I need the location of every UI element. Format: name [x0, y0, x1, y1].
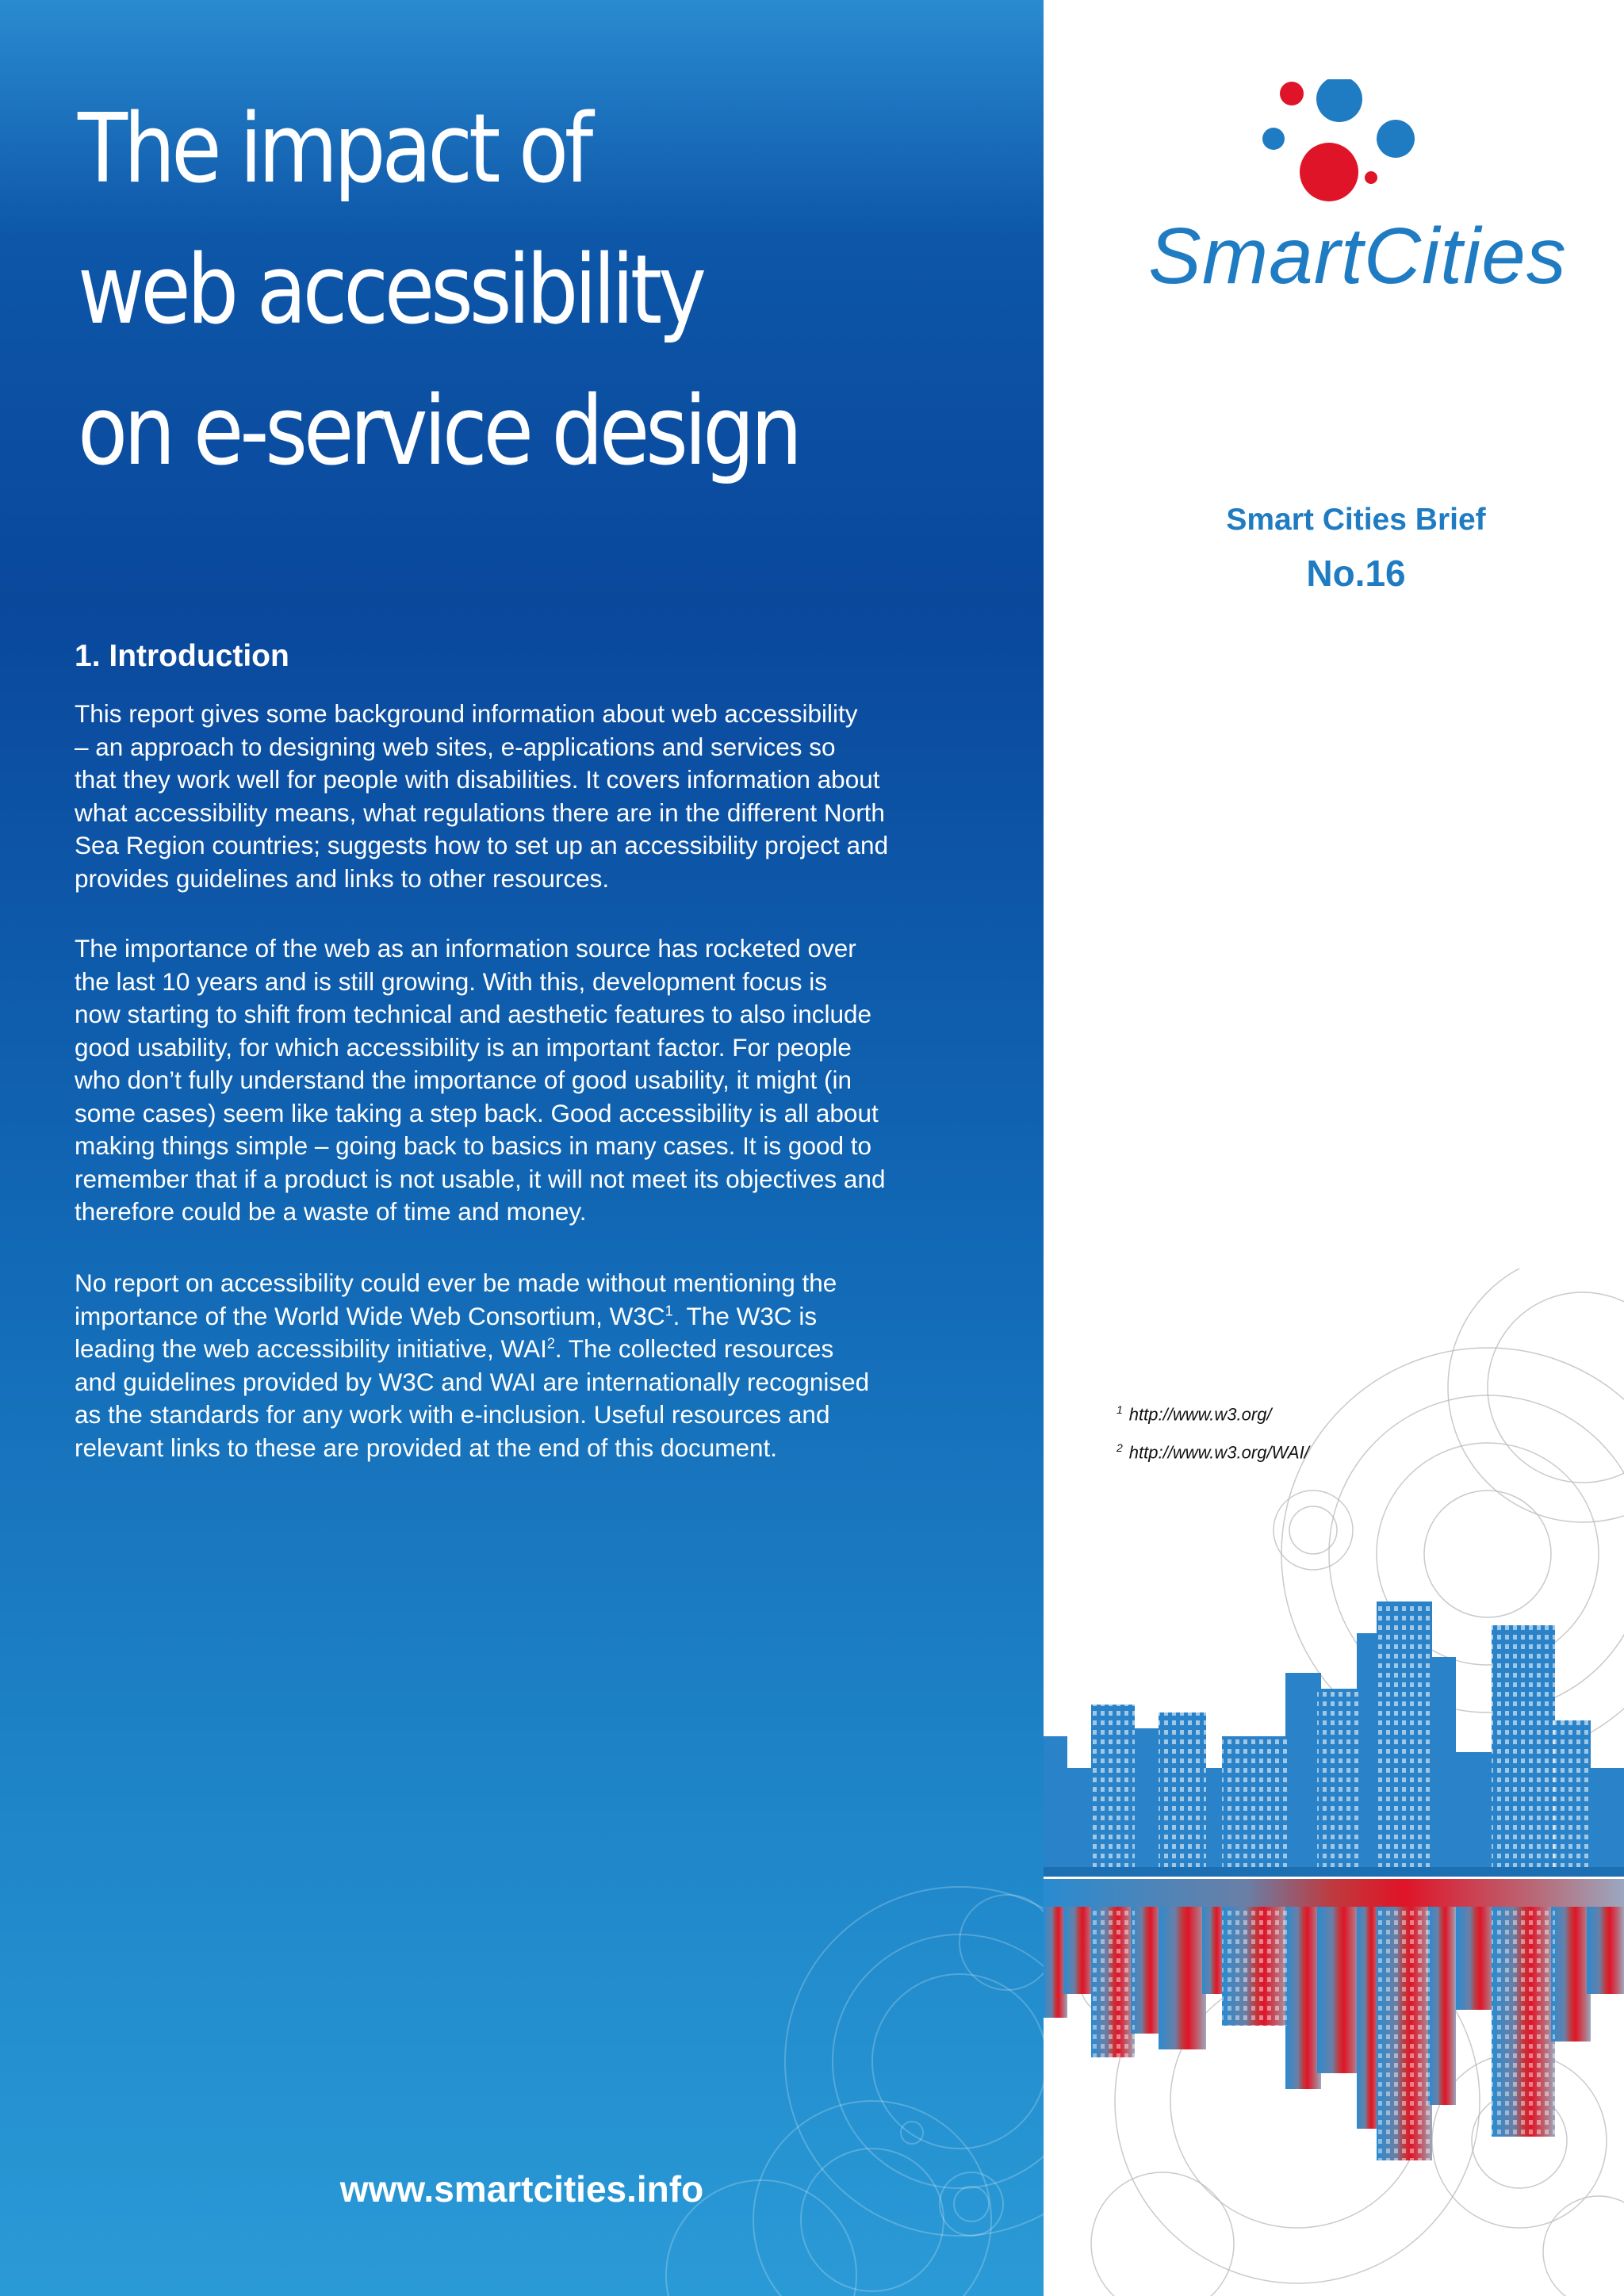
text-segment: . The collected resources [554, 1334, 834, 1363]
paragraph-line: good usability, for which accessibility is an important factor. For people [75, 1032, 852, 1062]
paragraph-line: therefore could be a waste of time and money. [75, 1197, 587, 1226]
text-segment: leading the web accessibility initiative, WAI [75, 1334, 547, 1363]
text-segment: . The W3C is [672, 1301, 818, 1330]
city-skyline-illustration [1044, 1586, 1624, 2252]
paragraph-line: making things simple – going back to basics in many cases. It is good to [75, 1131, 872, 1160]
paragraph-line [75, 1300, 979, 1334]
cover-right-panel [1044, 0, 1624, 2296]
footnote-2 [1116, 1441, 1309, 1463]
footnote-number: 2 [1116, 1441, 1123, 1454]
text-segment: importance of the World Wide Web Consortium, W3C [75, 1301, 665, 1330]
paragraph-line: what accessibility means, what regulations there are in the different North [75, 798, 885, 827]
paragraph-line: This report gives some background information about web accessibility [75, 699, 858, 728]
intro-paragraph-3 [75, 1267, 979, 1464]
section-heading: 1. Introduction [75, 639, 289, 673]
intro-paragraph-1 [75, 698, 979, 895]
paragraph-line: as the standards for any work with e-inclusion. Useful resources and [75, 1400, 830, 1429]
paragraph-line: the last 10 years and is still growing. With this, development focus is [75, 966, 827, 996]
paragraph-line: The importance of the web as an information source has rocketed over [75, 934, 856, 962]
paragraph-line: No report on accessibility could ever be made without mentioning the [75, 1269, 837, 1297]
title-line-1: The impact of [78, 94, 590, 205]
footnote-ref-1: 1 [665, 1303, 673, 1318]
document-title [78, 79, 862, 503]
paragraph-line: Sea Region countries; suggests how to set up an accessibility project and [75, 831, 889, 859]
website-link[interactable]: www.smartcities.info [339, 2168, 704, 2210]
paragraph-line: – an approach to designing web sites, e-applications and services so [75, 732, 836, 761]
smartcities-logo [1044, 79, 1624, 301]
logo-wordmark: SmartCities [1148, 212, 1567, 300]
footnote-ref-2: 2 [546, 1335, 555, 1352]
logo-dots-icon [1254, 79, 1437, 206]
paragraph-line: some cases) seem like taking a step back. Good accessibility is all about [75, 1098, 879, 1127]
paragraph-line: relevant links to these are provided at the end of this document. [75, 1433, 778, 1462]
paragraph-line [75, 1333, 979, 1366]
paragraph-line: and guidelines provided by W3C and WAI are internationally recognised [75, 1367, 870, 1396]
paragraph-line: now starting to shift from technical and aesthetic features to also include [75, 1000, 872, 1028]
brief-number: No.16 [1306, 553, 1406, 594]
brief-series-label: Smart Cities Brief [1226, 503, 1486, 537]
footnote-number: 1 [1116, 1403, 1123, 1416]
title-line-3: on e-service design [78, 377, 799, 487]
footnote-link[interactable]: http://www.w3.org/ [1128, 1404, 1272, 1425]
paragraph-line: who don’t fully understand the importance of good usability, it might (in [75, 1066, 852, 1094]
intro-paragraph-2 [75, 932, 979, 1229]
footnote-link[interactable]: http://www.w3.org/WAI/ [1128, 1442, 1309, 1463]
paragraph-line: remember that if a product is not usable, it will not meet its objectives and [75, 1164, 886, 1193]
footnote-1 [1116, 1403, 1272, 1425]
paragraph-line: provides guidelines and links to other resources. [75, 863, 610, 893]
paragraph-line: that they work well for people with disabilities. It covers information about [75, 765, 880, 794]
title-line-2: web accessibility [78, 235, 703, 346]
